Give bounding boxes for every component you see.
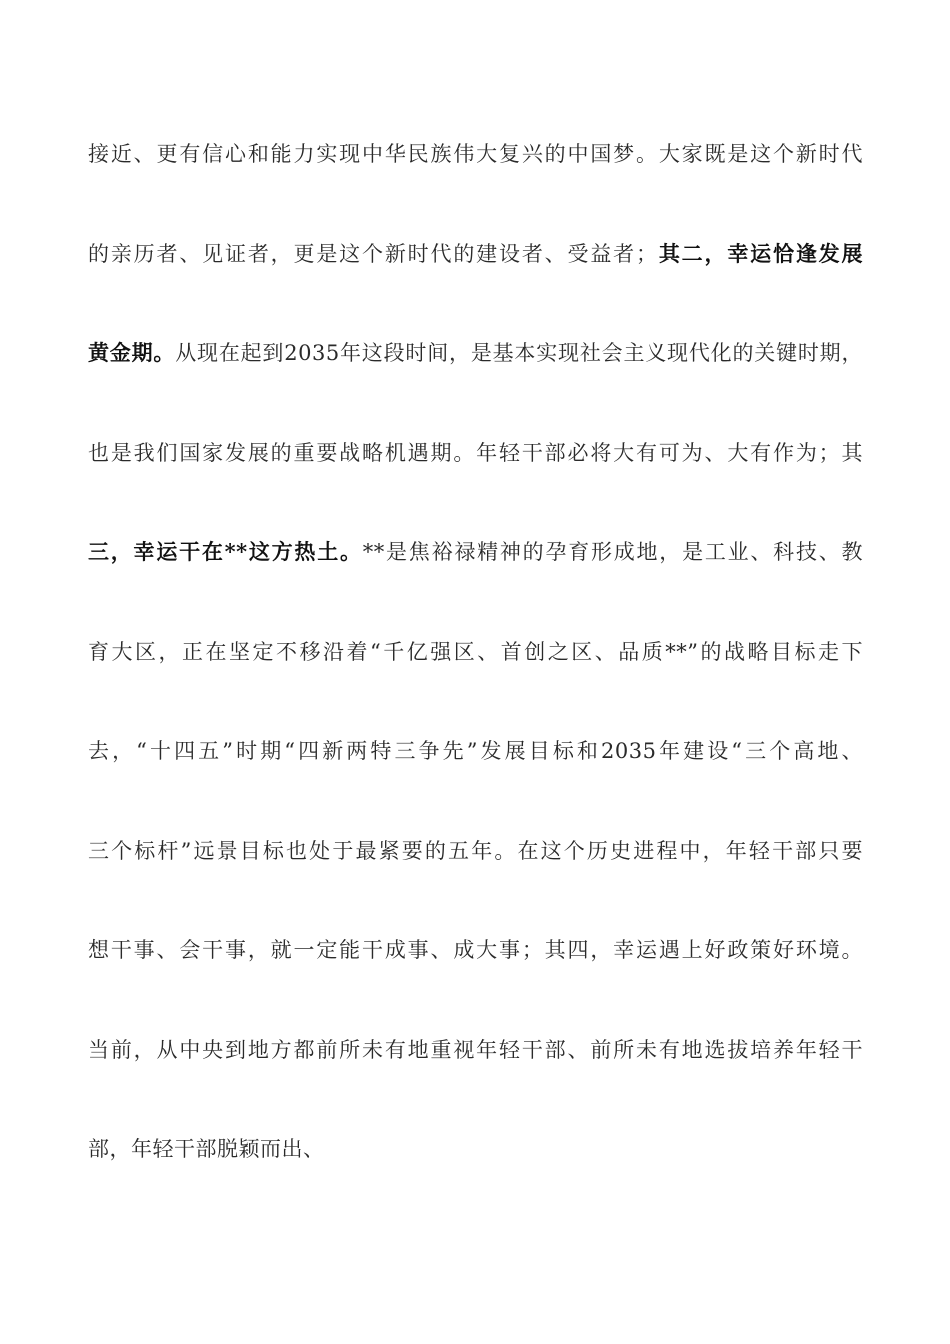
text-segment: 想干事、会干事，就一定能干成事、成大事；其四，幸运遇上好政策好环境。 (88, 938, 863, 962)
text-segment: 的亲历者、见证者，更是这个新时代的建设者、受益者； (88, 241, 658, 266)
text-segment: 也是我们国家发展的重要战略机遇期。年轻干部必将大有可为、大有作为；其 (88, 440, 863, 465)
text-segment: 当前，从中央到地方都前所未有地重视年轻干部、前所未有地选拔培养年轻干 (88, 1037, 863, 1062)
text-segment: 三个标杆”远景目标也处于最紧要的五年。在这个历史进程中，年轻干部只要 (88, 838, 863, 863)
text-line (88, 232, 863, 332)
text-line (88, 431, 863, 531)
text-line (88, 729, 863, 829)
text-line (88, 928, 863, 1028)
text-segment: 接近、更有信心和能力实现中华民族伟大复兴的中国梦。大家既是这个新时代 (88, 142, 863, 166)
text-segment: 去，“十四五”时期“四新两特三争先”发展目标和2035年建设“三个高地、 (88, 739, 863, 763)
text-segment: 从现在起到2035年这段时间，是基本实现社会主义现代化的关键时期， (175, 341, 863, 365)
text-line (88, 1028, 863, 1128)
bold-text-segment: 黄金期。 (88, 340, 176, 365)
text-line (88, 132, 863, 232)
body-text (88, 132, 863, 1227)
text-line (88, 331, 863, 431)
text-line (88, 630, 863, 730)
text-segment: **是焦裕禄精神的孕育形成地，是工业、科技、教 (362, 540, 863, 564)
text-segment: 育大区，正在坚定不移沿着“千亿强区、首创之区、品质**”的战略目标走下 (88, 639, 863, 664)
text-segment: 部，年轻干部脱颖而出、 (88, 1137, 325, 1161)
bold-text-segment: 其二，幸运恰逢发展 (657, 240, 863, 266)
text-line (88, 1127, 863, 1227)
text-line (88, 829, 863, 929)
bold-text-segment: 三，幸运干在**这方热土。 (88, 539, 363, 564)
text-line (88, 530, 863, 630)
